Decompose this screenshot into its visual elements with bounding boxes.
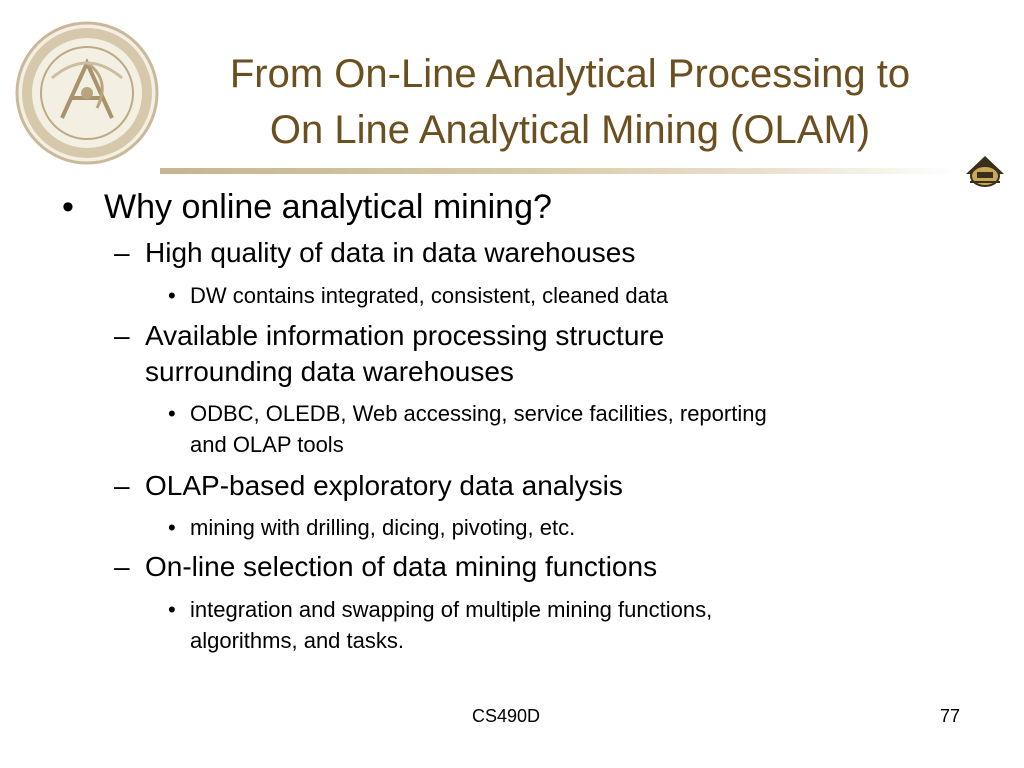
footer-page-number: 77 [940,706,961,726]
bullet-marker: • [168,597,176,622]
bullet-why-online-mining: Why online analytical mining? [104,188,552,226]
item-dw-contains: DW contains integrated, consistent, cleaned data [190,283,669,308]
bullet-marker: • [168,515,176,540]
dash-marker: – [114,470,130,501]
bullet-marker: • [168,283,176,308]
bullet-marker: • [62,188,74,226]
bullet-marker: • [168,401,176,426]
subbullet-available-info-line-2: surrounding data warehouses [145,356,514,387]
item-integration-line-2: algorithms, and tasks. [190,628,404,653]
subbullet-available-info-line-1: Available information processing structure [145,320,665,351]
dash-marker: – [114,551,130,582]
item-odbc-line-2: and OLAP tools [190,432,344,457]
dash-marker: – [114,237,130,268]
footer-course: CS490D [472,706,541,726]
item-mining-drilling: mining with drilling, dicing, pivoting, etc. [190,515,576,540]
title-line-2: On Line Analytical Mining (OLAM) [269,108,871,152]
item-odbc-line-1: ODBC, OLEDB, Web accessing, service facilities, reporting [190,401,767,426]
dash-marker: – [114,320,130,351]
subbullet-olap-exploratory: OLAP-based exploratory data analysis [145,470,623,501]
subbullet-online-selection: On-line selection of data mining functions [145,551,658,582]
subbullet-high-quality: High quality of data in data warehouses [145,237,636,268]
title-line-1: From On-Line Analytical Processing to [229,52,911,96]
item-integration-line-1: integration and swapping of multiple mining functions, [190,597,713,622]
